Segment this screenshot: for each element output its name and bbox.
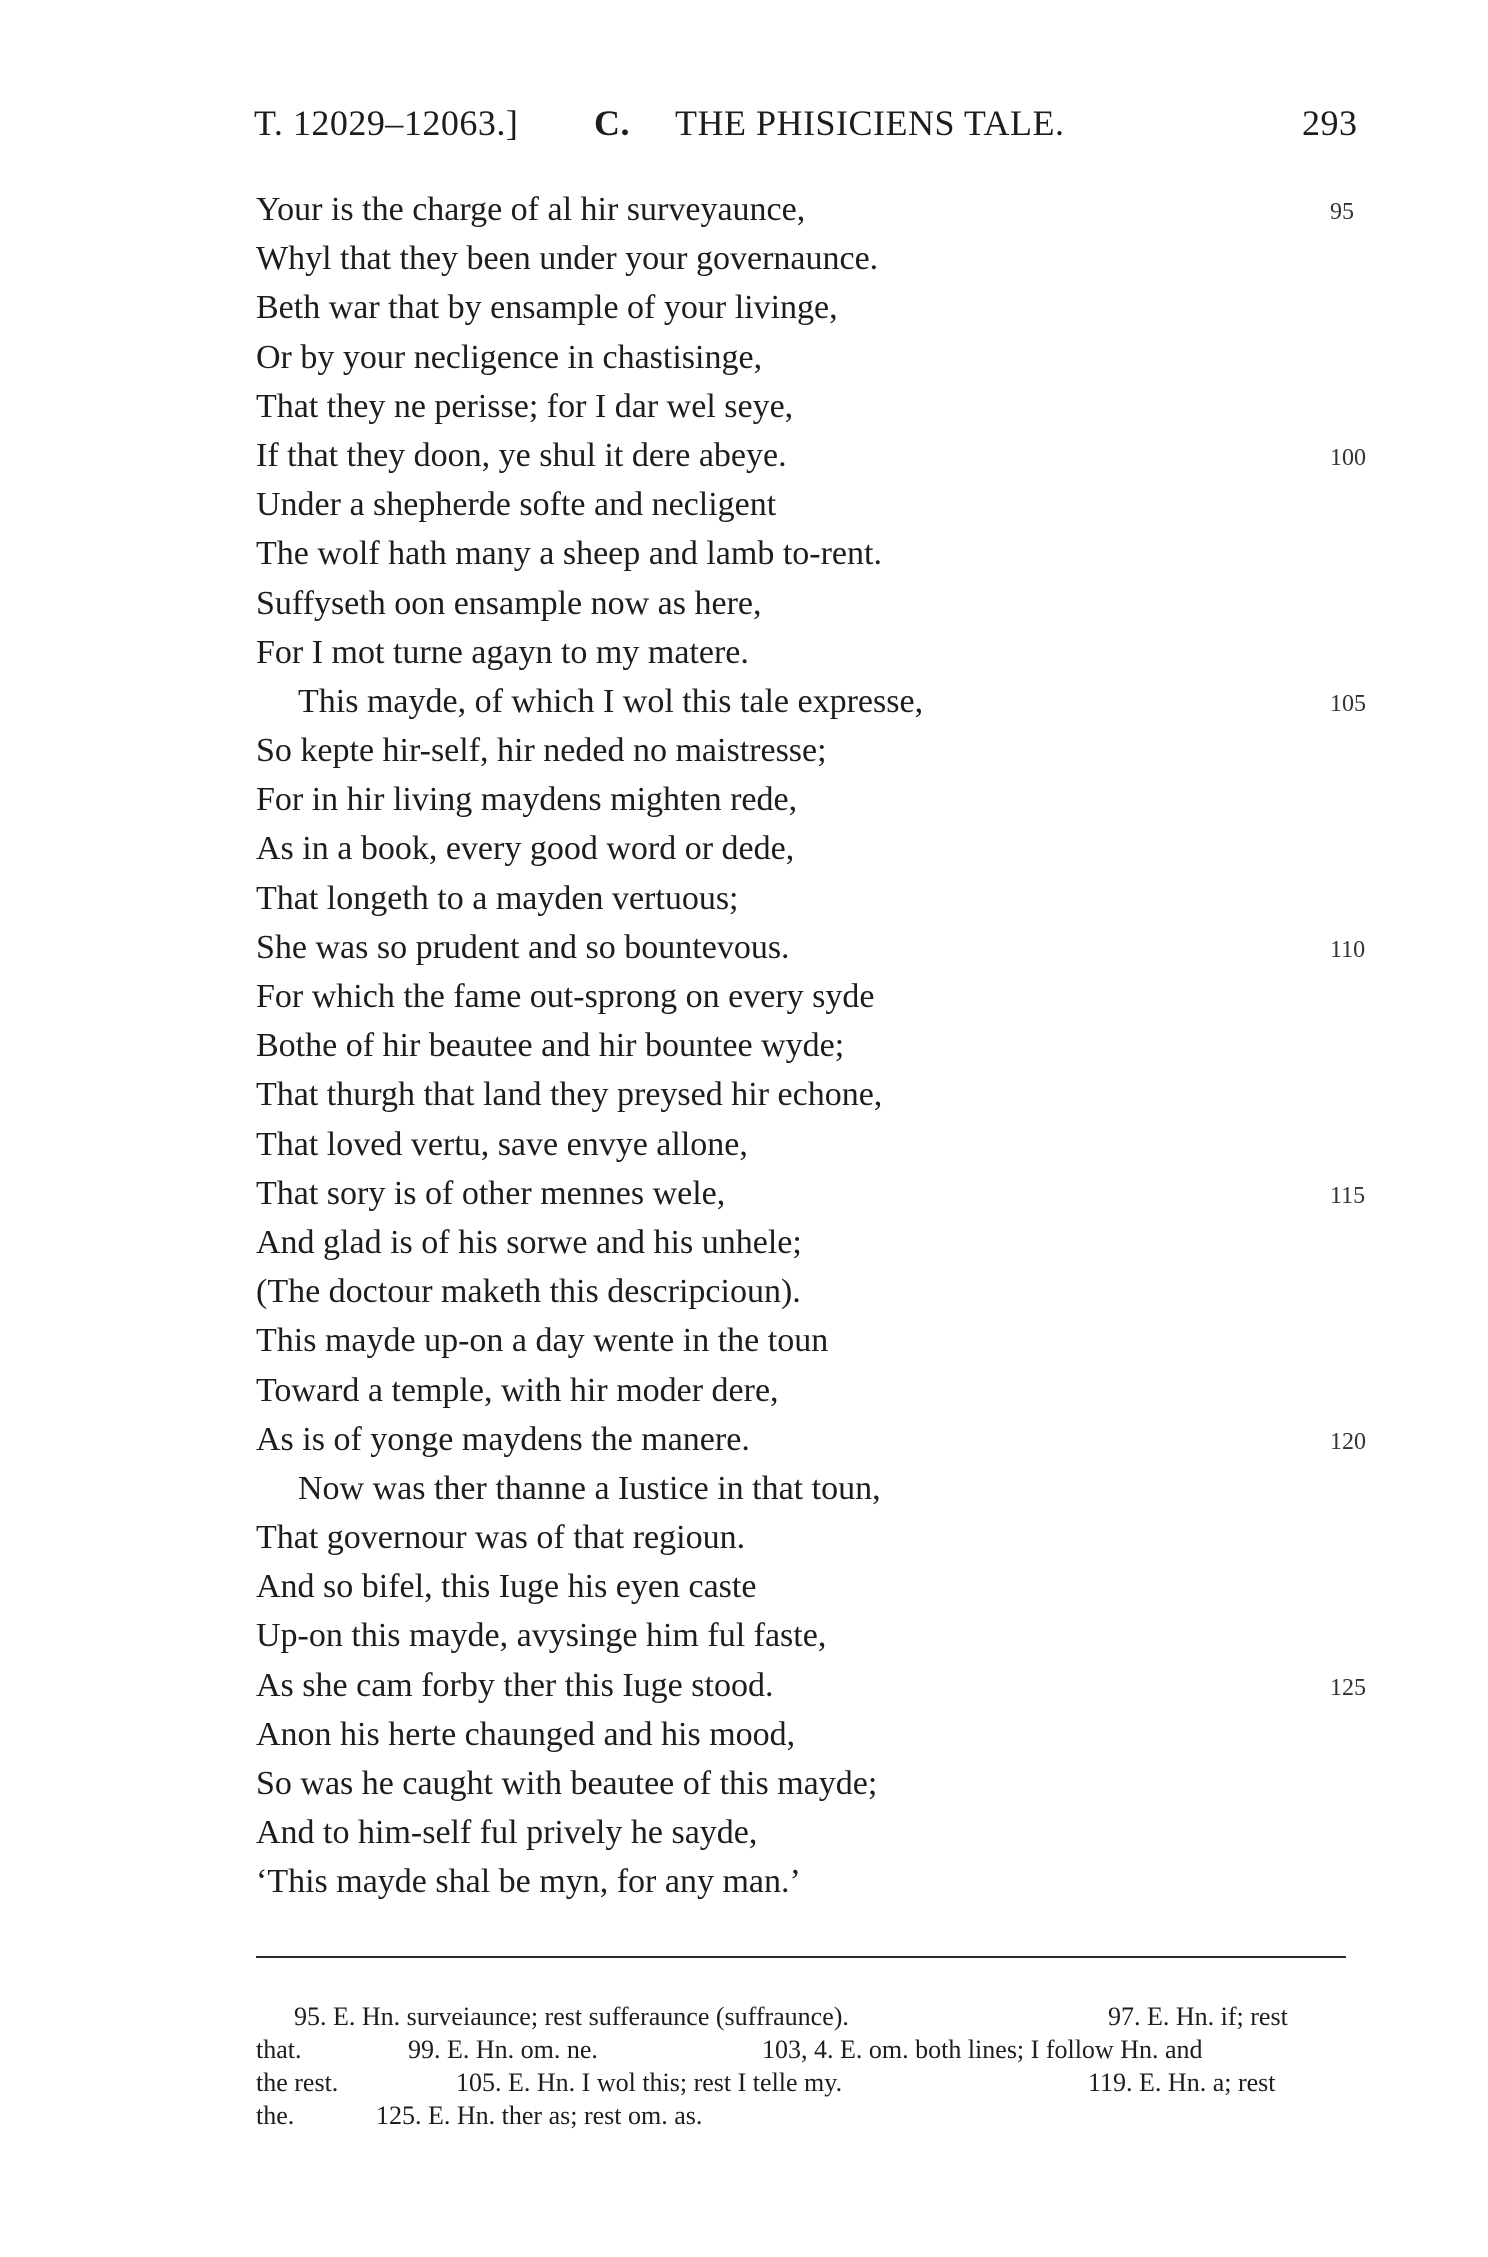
verse-line-text: And glad is of his sorwe and his unhele; xyxy=(256,1223,802,1261)
verse-line-text: For I mot turne agayn to my matere. xyxy=(256,633,749,671)
verse-line xyxy=(256,1021,1386,1070)
verse-line xyxy=(256,431,1386,480)
verse-line xyxy=(256,1169,1386,1218)
verse-line xyxy=(256,677,1386,726)
verse-line-text: Under a shepherde softe and necligent xyxy=(256,486,777,524)
verse-line xyxy=(256,923,1386,972)
verse-line-text: Now was ther thanne a Iustice in that toun, xyxy=(298,1469,881,1507)
verse-line-text: So was he caught with beautee of this mayde; xyxy=(256,1765,878,1802)
verse-line xyxy=(256,1611,1386,1660)
line-number: 110 xyxy=(1330,936,1366,963)
verse-line xyxy=(256,382,1386,431)
line-number: 115 xyxy=(1330,1182,1366,1209)
verse-line xyxy=(256,1513,1386,1562)
footnote-row xyxy=(256,2099,1376,2132)
verse-line xyxy=(256,1366,1386,1415)
footnote-105: 105. E. Hn. I wol this; rest I telle my. xyxy=(456,2068,843,2097)
verse-line-text: The wolf hath many a sheep and lamb to-rent. xyxy=(256,535,882,573)
verse-line-text: That sory is of other mennes wele, xyxy=(256,1174,726,1212)
verse-line-text: That loved vertu, save envye allone, xyxy=(256,1125,748,1163)
verse-line xyxy=(256,283,1386,332)
verse-line xyxy=(256,333,1386,382)
verse-line xyxy=(256,824,1386,873)
verse-line xyxy=(256,1316,1386,1365)
section-letter: C. xyxy=(594,103,630,143)
verse-line-text: That they ne perisse; for I dar wel seye, xyxy=(256,387,794,425)
verse-line-text: If that they doon, ye shul it dere abeye. xyxy=(256,436,787,474)
page-number: 293 xyxy=(1302,103,1358,143)
verse-line-text: ‘This mayde shal be myn, for any man.’ xyxy=(256,1863,801,1901)
verse-line xyxy=(256,628,1386,677)
verse-line xyxy=(256,1808,1386,1857)
verse-line xyxy=(256,1464,1386,1513)
footnote-97: 97. E. Hn. if; rest xyxy=(1108,2002,1288,2031)
verse-line-text: Bothe of hir beautee and hir bountee wyde; xyxy=(256,1027,845,1065)
verse-line xyxy=(256,185,1386,234)
footnote-row xyxy=(256,2000,1376,2033)
footnote-119-cont: the. xyxy=(256,2101,295,2130)
verse-line-text: Anon his herte chaunged and his mood, xyxy=(256,1715,796,1753)
line-range: T. 12029–12063.] xyxy=(254,103,519,143)
verse-line-text: That longeth to a mayden vertuous; xyxy=(256,879,739,917)
verse-line xyxy=(256,1710,1386,1759)
footnote-119: 119. E. Hn. a; rest xyxy=(1088,2068,1276,2097)
verse-line-text: That governour was of that regioun. xyxy=(256,1519,746,1557)
verse-line-text: Your is the charge of al hir surveyaunce, xyxy=(256,191,806,228)
verse-line xyxy=(256,579,1386,628)
footnote-row xyxy=(256,2033,1376,2066)
verse-line xyxy=(256,1415,1386,1464)
running-header xyxy=(0,98,1488,148)
footnote-95: 95. E. Hn. surveiaunce; rest sufferaunce (suffraunce). xyxy=(294,2002,849,2031)
line-number: 125 xyxy=(1330,1674,1366,1701)
verse-block xyxy=(256,185,1386,1907)
verse-line-text: So kepte hir-self, hir neded no maistresse; xyxy=(256,732,827,770)
verse-line xyxy=(256,775,1386,824)
verse-line xyxy=(256,1218,1386,1267)
footnote-99: 99. E. Hn. om. ne. xyxy=(408,2035,598,2064)
verse-line xyxy=(256,726,1386,775)
verse-line xyxy=(256,234,1386,283)
verse-line xyxy=(256,874,1386,923)
verse-line xyxy=(256,529,1386,578)
verse-line-text: For in hir living maydens mighten rede, xyxy=(256,781,798,819)
footnote-97-cont: that. xyxy=(256,2035,302,2064)
verse-line-text: For which the fame out-sprong on every syde xyxy=(256,978,875,1015)
verse-line xyxy=(256,972,1386,1021)
verse-line-text: And so bifel, this Iuge his eyen caste xyxy=(256,1568,757,1606)
verse-line-text: Beth war that by ensample of your livinge, xyxy=(256,289,838,327)
verse-line-text: And to him-self ful prively he sayde, xyxy=(256,1814,758,1852)
line-number: 120 xyxy=(1330,1428,1366,1455)
verse-line xyxy=(256,1562,1386,1611)
verse-line xyxy=(256,1070,1386,1119)
verse-line xyxy=(256,1857,1386,1906)
footnote-125: 125. E. Hn. ther as; rest om. as. xyxy=(376,2101,703,2130)
verse-line-text: As she cam forby ther this Iuge stood. xyxy=(256,1666,774,1704)
footnote-103: 103, 4. E. om. both lines; I follow Hn. and xyxy=(762,2035,1203,2064)
verse-line-text: Whyl that they been under your governaunce. xyxy=(256,240,879,278)
verse-line xyxy=(256,480,1386,529)
footnotes xyxy=(256,2000,1376,2132)
verse-line-text: As in a book, every good word or dede, xyxy=(256,830,795,868)
line-number: 95 xyxy=(1330,199,1354,225)
verse-line-text: This mayde, of which I wol this tale expresse, xyxy=(298,682,924,720)
line-number: 105 xyxy=(1330,690,1366,717)
verse-line xyxy=(256,1661,1386,1710)
page-title: THE PHISICIENS TALE. xyxy=(675,103,1065,143)
verse-line xyxy=(256,1759,1386,1808)
line-number: 100 xyxy=(1330,444,1366,471)
verse-line-text: As is of yonge maydens the manere. xyxy=(256,1420,750,1458)
verse-line xyxy=(256,1120,1386,1169)
footnote-divider xyxy=(256,1956,1346,1958)
verse-line-text: Up-on this mayde, avysinge him ful faste, xyxy=(256,1617,827,1655)
verse-line-text: (The doctour maketh this descripcioun). xyxy=(256,1273,801,1311)
verse-line-text: Or by your necligence in chastisinge, xyxy=(256,338,763,376)
footnote-row xyxy=(256,2066,1376,2099)
verse-line-text: Toward a temple, with hir moder dere, xyxy=(256,1371,779,1409)
verse-line xyxy=(256,1267,1386,1316)
verse-line-text: That thurgh that land they preysed hir echone, xyxy=(256,1076,883,1114)
footnote-103-cont: the rest. xyxy=(256,2068,339,2097)
verse-line-text: She was so prudent and so bountevous. xyxy=(256,928,790,966)
verse-line-text: Suffyseth oon ensample now as here, xyxy=(256,584,762,622)
verse-line-text: This mayde up-on a day wente in the toun xyxy=(256,1322,829,1360)
